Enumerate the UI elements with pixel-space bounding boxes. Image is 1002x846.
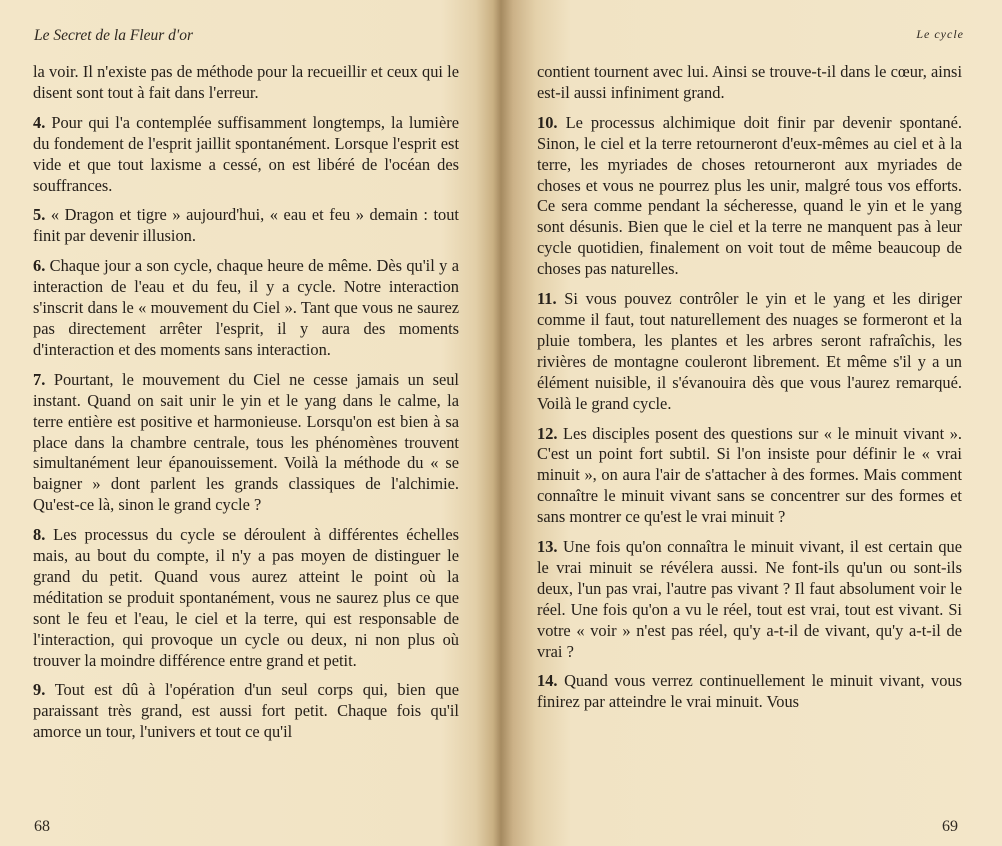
running-head: Le Secret de la Fleur d'or (34, 27, 193, 44)
paragraph-number: 6. (33, 256, 46, 276)
right-page (507, 0, 1002, 846)
paragraph-text: Les processus du cycle se déroulent à différentes échelles mais, au bout du compte, il n'y a pas moyen de distinguer le grand du petit. Quand vous aurez atteint le point où la méditation se produit spontanément, vous ne saurez plus ce que sont le feu et l'eau, le ciel et la terre, qui est responsable de l'interaction, qui provoque un cycle ou deux, ni non plus où trouver la moindre différence entre grand et petit. (33, 525, 459, 670)
paragraph (33, 525, 459, 671)
text-column (537, 62, 962, 722)
paragraph (33, 680, 459, 743)
page-number: 69 (942, 818, 958, 835)
paragraph-text: Les disciples posent des questions sur « le minuit vivant ». C'est un point fort subtil. Si l'on insiste pour définir le « vrai minuit », on aura l'air de s'attacher à des formes. Mais comment connaître le minuit vivant sans se concentrer sur des formes et sans montrer ce qu'est le vrai minuit ? (537, 423, 962, 527)
paragraph-number: 5. (33, 205, 46, 225)
paragraph (33, 370, 459, 516)
paragraph (33, 62, 459, 104)
running-head: Le cycle (916, 27, 964, 41)
paragraph (537, 113, 962, 280)
paragraph (537, 424, 962, 529)
paragraph-text: Tout est dû à l'opération d'un seul corps qui, bien que paraissant très grand, est aussi fort petit. Chaque fois qu'il amorce un tour, l'univers et tout ce qu'il (33, 680, 459, 742)
paragraph-text: la voir. Il n'existe pas de méthode pour la recueillir et ceux qui le disent sont tout à fait dans l'erreur. (33, 62, 459, 102)
left-page (0, 0, 495, 846)
paragraph-number: 14. (537, 671, 558, 691)
paragraph-text: Chaque jour a son cycle, chaque heure de même. Dès qu'il y a interaction de l'eau et du feu, il y a cycle. Notre interaction s'inscrit dans le « mouvement du Ciel ». Tant que vous ne saurez pas directement arrêter l'esprit, il y aura des moments d'interaction et des moments sans interaction. (33, 256, 459, 359)
paragraph (33, 256, 459, 361)
text-column (33, 62, 459, 752)
paragraph (537, 537, 962, 662)
paragraph-number: 4. (33, 112, 46, 132)
paragraph-text: Quand vous verrez continuellement le minuit vivant, vous finirez par atteindre le vrai minuit. Vous (537, 671, 962, 712)
paragraph-number: 9. (33, 680, 46, 700)
paragraph (537, 62, 962, 104)
page-number: 68 (34, 818, 50, 835)
paragraph-text: contient tournent avec lui. Ainsi se trouve-t-il dans le cœur, ainsi est-il aussi infiniment grand. (537, 62, 962, 102)
paragraph-number: 13. (537, 537, 558, 557)
paragraph-text: Le processus alchimique doit finir par devenir spontané. Sinon, le ciel et la terre retourneront d'eux-mêmes au ciel et à la terre, les myriades de choses retourneront aux myriades de choses et vous ne pourrez plus les unir, malgré tous vos efforts. Ce sera comme pendant la sécheresse, quand le yin et le yang sont désunis. Bien que le ciel et la terre ne manquent pas à leur cycle quotidien, finalement on voit tout de même beaucoup de choses pas naturelles. (537, 112, 962, 279)
paragraph-number: 7. (33, 369, 46, 389)
paragraph-text: Pourtant, le mouvement du Ciel ne cesse jamais un seul instant. Quand on sait unir le yin et le yang dans le calme, la terre entière est positive et harmonieuse. Lorsqu'on est bien à sa place dans la chambre centrale, tous les phénomènes trouvent simultanément leur épanouissement. Voilà la méthode du « se baigner » dont parlent les grands classiques de l'alchimie. Qu'est-ce là, sinon le grand cycle ? (33, 369, 459, 515)
paragraph (537, 289, 962, 414)
paragraph (33, 205, 459, 247)
paragraph-number: 11. (537, 289, 557, 309)
paragraph-number: 8. (33, 525, 46, 545)
paragraph-number: 12. (537, 423, 558, 443)
paragraph-text: Pour qui l'a contemplée suffisamment longtemps, la lumière du fondement de l'esprit jaillit spontanément. Lorsque l'esprit est vide et que tout laxisme a cessé, on est libéré de l'océan des souffrances. (33, 112, 459, 195)
paragraph (33, 113, 459, 197)
paragraph-text: Une fois qu'on connaîtra le minuit vivant, il est certain que le vrai minuit se révélera aussi. Ne font-ils qu'un ou sont-ils deux, l'un pas vrai, l'autre pas vivant ? Il faut absolument voir le réel. Une fois qu'on a vu le réel, tout est vrai, tout est vivant. Si votre « voir » n'est pas réel, qu'y a-t-il de vivant, qu'y a-t-il de vrai ? (537, 537, 962, 661)
paragraph-text: « Dragon et tigre » aujourd'hui, « eau et feu » demain : tout finit par devenir illusion. (33, 205, 459, 246)
paragraph (537, 671, 962, 713)
paragraph-number: 10. (537, 112, 558, 132)
paragraph-text: Si vous pouvez contrôler le yin et le yang et les diriger comme il faut, tout naturellement des nuages se formeront et la pluie tombera, les plantes et les arbres seront rafraîchis, les rivières de montagne couleront librement. Et même s'il y a un élément nuisible, il s'évanouira dès que vous l'aurez remarqué. Voilà le grand cycle. (537, 289, 962, 413)
